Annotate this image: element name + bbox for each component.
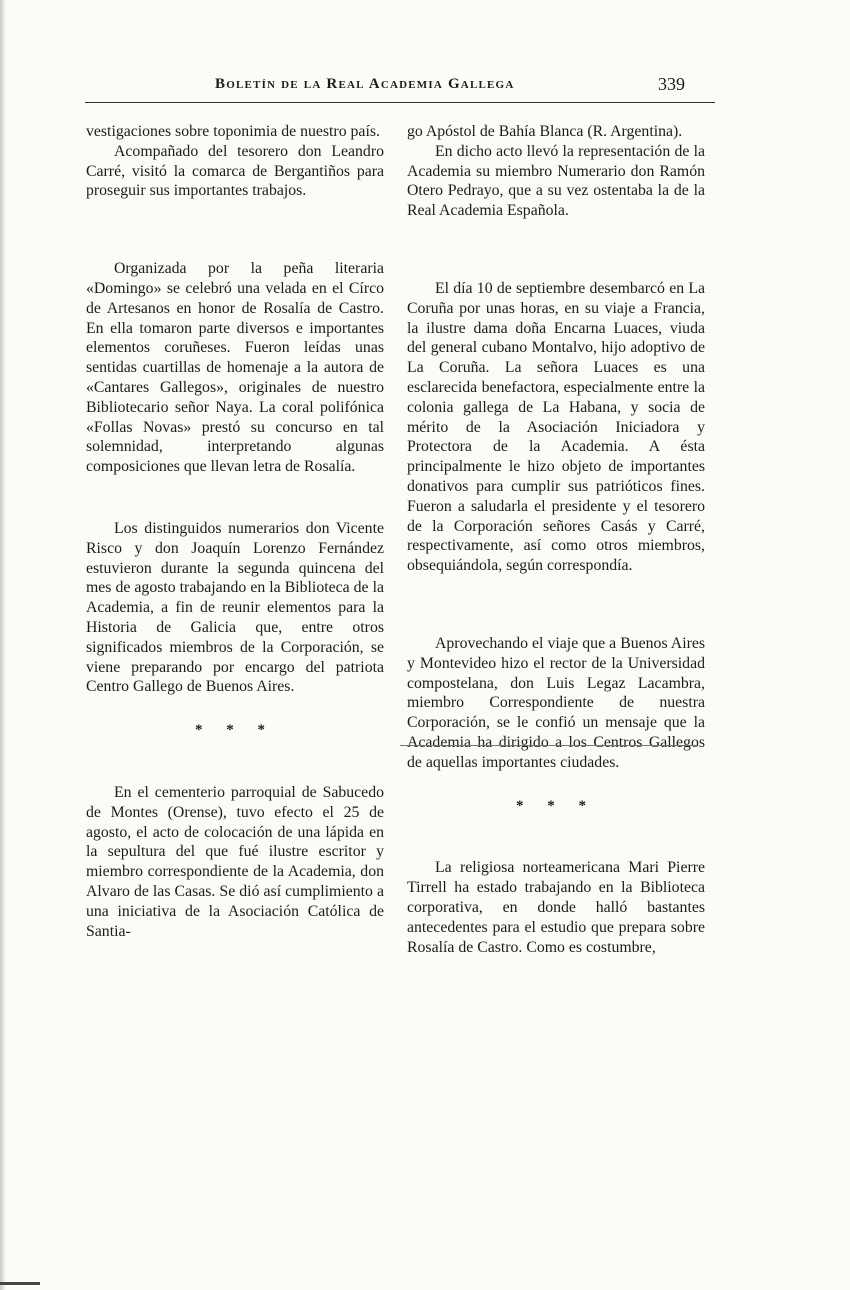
spacer <box>407 221 705 279</box>
right-column <box>407 122 705 957</box>
spacer <box>86 201 384 259</box>
paragraph: Acompañado del tesorero don Leandro Carré, visitó la comarca de Bergantiños para proseguir sus importantes trabajos. <box>86 142 384 200</box>
spacer <box>407 576 705 634</box>
left-column <box>86 122 384 941</box>
section-separator: * * * <box>195 722 275 739</box>
spacer <box>407 773 705 797</box>
paragraph: Los distinguidos numerarios don Vicente Risco y don Joaquín Lorenzo Fernández estuvieron durante la segunda quincena del mes de agosto trabajando en la Biblioteca de la Academia, a fin de reunir elementos para la Historia de Galicia que, entre otros significados miembros de la Corporación, se viene preparando por encargo del patriota Centro Gallego de Buenos Aires. <box>86 519 384 696</box>
page-edge-shadow <box>0 0 6 1290</box>
spacer <box>86 741 384 783</box>
paragraph: La religiosa norteamericana Mari Pierre Tirrell ha estado trabajando en la Biblioteca corporativa, en donde halló bastantes antecedentes para el estudio que prepara sobre Rosalía de Castro. Como es costumbre, <box>407 859 705 956</box>
paragraph: Aprovechando el viaje que a Buenos Aires y Montevideo hizo el rector de la Universidad compostelana, don Luis Legaz Lacambra, miembro Correspondiente de nuestra Corporación, se le confió un mensaje que la Academia ha dirigido a los Centros Gallegos de aquellas importantes ciudades. <box>407 634 705 771</box>
spacer <box>407 816 705 858</box>
page-number: 339 <box>658 74 685 94</box>
paragraph: En dicho acto llevó la representación de la Academia su miembro Numerario don Ramón Otero Pedrayo, que a su vez ostentaba la de la Real Academia Española. <box>407 142 705 220</box>
column-rule <box>400 745 696 746</box>
paragraph: go Apóstol de Bahía Blanca (R. Argentina). <box>407 123 683 140</box>
running-head <box>85 72 715 103</box>
paragraph: En el cementerio parroquial de Sabucedo de Montes (Orense), tuvo efecto el 25 de agosto, el acto de colocación de una lápida en la sepultura del que fué ilustre escritor y miembro correspondiente de la Academia, don Alvaro de las Casas. Se dió así cumplimiento a una iniciativa de la Asociación Católica de Santia- <box>86 783 384 940</box>
running-title: Boletín de la Real Academia Gallega <box>215 76 515 92</box>
spacer <box>86 477 384 519</box>
bottom-edge-mark <box>0 1282 40 1285</box>
section-separator: * * * <box>516 797 596 814</box>
paragraph: El día 10 de septiembre desembarcó en La Coruña por unas horas, en su viaje a Francia, la ilustre dama doña Encarna Luaces, viuda del general cubano Montalvo, hijo adoptivo de La Coruña. La señora Luaces es una esclarecida benefactora, especialmente entre la colonia gallega de La Habana, y socia de mérito de la Asociación Iniciadora y Protectora de la Academia. A ésta principalmente le hizo objeto de importantes donativos para cumplir sus patrióticos fines. Fueron a saludarla el presidente y el tesorero de la Corporación señores Casás y Carré, respectivamente, así como otros miembros, obsequiándola, según correspondía. <box>407 279 705 575</box>
spacer <box>86 697 384 721</box>
paragraph: vestigaciones sobre toponimia de nuestro país. <box>86 123 380 140</box>
paragraph: Organizada por la peña literaria «Domingo» se celebró una velada en el Círco de Artesanos en honor de Rosalía de Castro. En ella tomaron parte diversos e importantes elementos coruñeses. Fueron leídas unas sentidas cuartillas de homenaje a la autora de «Cantares Gallegos», originales de nuestro Bibliotecario señor Naya. La coral polifónica «Follas Novas» prestó su concurso en tal solemnidad, interpretando algunas composiciones que llevan letra de Rosalía. <box>86 260 384 476</box>
